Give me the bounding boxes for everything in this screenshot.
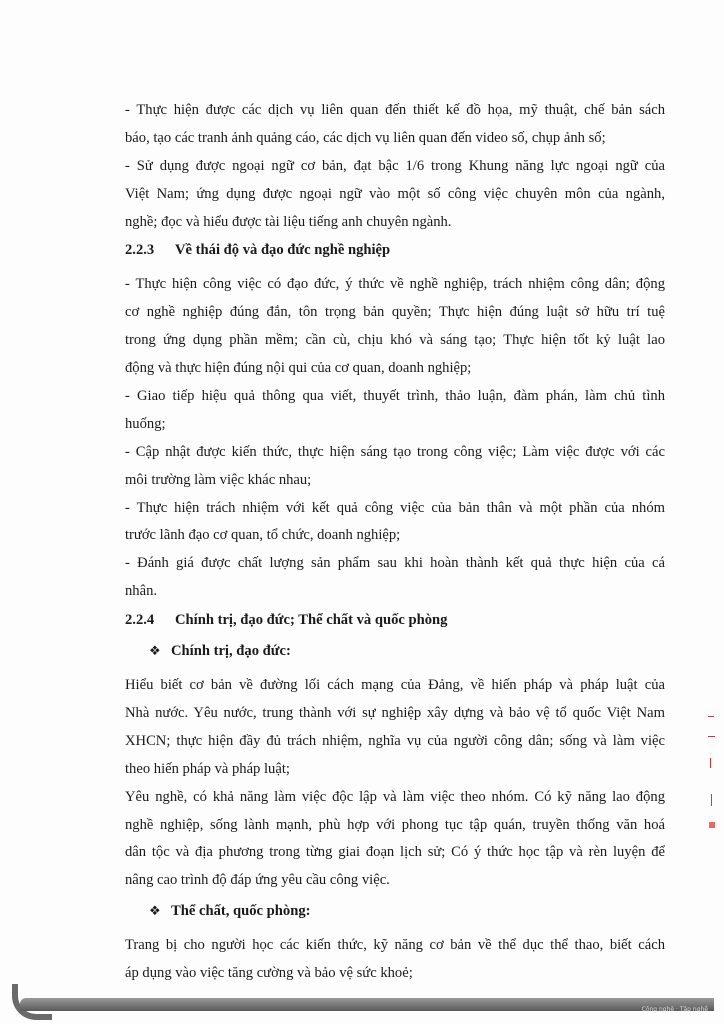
text-line: Trang bị cho người học các kiến thức, kỹ năng cơ bản về thể dục thể thao, biết cách [125, 937, 665, 954]
section-number: 2.2.3 [125, 242, 155, 259]
text-line: - Thực hiện được các dịch vụ liên quan đến thiết kế đồ họa, mỹ thuật, chế bản sách [125, 102, 665, 118]
diamond-bullet-icon: ❖ [149, 903, 161, 919]
text-line: trước lãnh đạo cơ quan, tổ chức, doanh nghiệp; [125, 527, 401, 544]
text-line: - Cập nhật được kiến thức, thực hiện sáng tạo trong công việc; Làm việc được với các [125, 443, 665, 460]
text-line: theo hiến pháp và pháp luật; [125, 760, 290, 777]
text-line: báo, tạo các tranh ảnh quảng cáo, các dịch vụ liên quan đến video số, chụp ảnh số; [125, 129, 606, 146]
text-line: Hiểu biết cơ bản về đường lối cách mạng của Đảng, về hiến pháp và pháp luật của [125, 677, 665, 694]
text-line: dân tộc và địa phương trong từng giai đoạn lịch sử; Có ý thức học tập và rèn luyện để [125, 844, 665, 861]
text-line: - Sử dụng được ngoại ngữ cơ bản, đạt bậc 1/6 trong Khung năng lực ngoại ngữ của [125, 157, 665, 174]
text-line: cơ nghề nghiệp đúng đắn, tôn trọng bản quyền; Thực hiện đúng luật sở hữu trí tuệ [125, 304, 665, 321]
paragraph-politics [125, 672, 665, 895]
section-heading-2-2-4 [125, 606, 665, 635]
section-title: Chính trị, đạo đức; Thể chất và quốc phòng [175, 612, 448, 629]
text-line: Yêu nghề, có khả năng làm việc độc lập và làm việc theo nhóm. Có kỹ năng lao động [125, 788, 665, 805]
text-line: - Giao tiếp hiệu quả thông qua viết, thuyết trình, thảo luận, đàm phán, làm chủ tình [125, 388, 665, 405]
document-body [125, 97, 665, 988]
text-line: nghề nghiệp, sống lành mạnh, phù hợp với phong tục tập quán, truyền thống văn hoá [125, 816, 665, 833]
paragraph-physical [125, 932, 665, 988]
paragraph-skills [125, 97, 665, 236]
subheading-title: Thể chất, quốc phòng: [171, 903, 311, 920]
subheading-title: Chính trị, đạo đức: [171, 643, 291, 660]
paragraph-attitude [125, 271, 665, 606]
section-heading-2-2-3 [125, 236, 665, 265]
text-line: - Thực hiện công việc có đạo đức, ý thức về nghề nghiệp, trách nhiệm công dân; động [125, 276, 665, 293]
text-line: - Thực hiện trách nhiệm với kết quả công việc của bản thân và một phần của nhóm [125, 499, 665, 516]
footer-text: Cộng nghệ · Tập nghề [641, 1006, 708, 1013]
text-line: áp dụng vào việc tăng cường và bảo vệ sức khoẻ; [125, 965, 413, 982]
text-line: Việt Nam; ứng dụng được ngoại ngữ vào một số công việc chuyên môn của ngành, [125, 185, 665, 202]
section-number: 2.2.4 [125, 612, 155, 629]
text-line: nâng cao trình độ đáp ứng yêu cầu công việc. [125, 872, 390, 889]
subheading-physical-defense [125, 895, 665, 926]
footer-bar [20, 998, 714, 1011]
text-line: - Đánh giá được chất lượng sản phẩm sau khi hoàn thành kết quả thực hiện của cá [125, 555, 665, 572]
diamond-bullet-icon: ❖ [149, 643, 161, 659]
stamp-edge-marks [704, 710, 716, 840]
section-title: Về thái độ và đạo đức nghề nghiệp [175, 242, 391, 259]
text-line: môi trường làm việc khác nhau; [125, 471, 312, 488]
text-line: Nhà nước. Yêu nước, trung thành với sự nghiệp xây dựng và bảo vệ tổ quốc Việt Nam [125, 705, 665, 722]
subheading-politics-ethics [125, 635, 665, 666]
text-line: động và thực hiện đúng nội qui của cơ quan, doanh nghiệp; [125, 360, 472, 377]
text-line: nhân. [125, 583, 158, 600]
text-line: nghề; đọc và hiểu được tài liệu tiếng anh chuyên ngành. [125, 213, 452, 230]
text-line: XHCN; thực hiện đầy đủ trách nhiệm, nghĩa vụ của người công dân; sống và làm việc [125, 732, 665, 749]
text-line: huống; [125, 415, 166, 432]
text-line: trong ứng dụng phần mềm; cần cù, chịu khó và sáng tạo; Thực hiện tốt kỷ luật lao [125, 332, 665, 349]
